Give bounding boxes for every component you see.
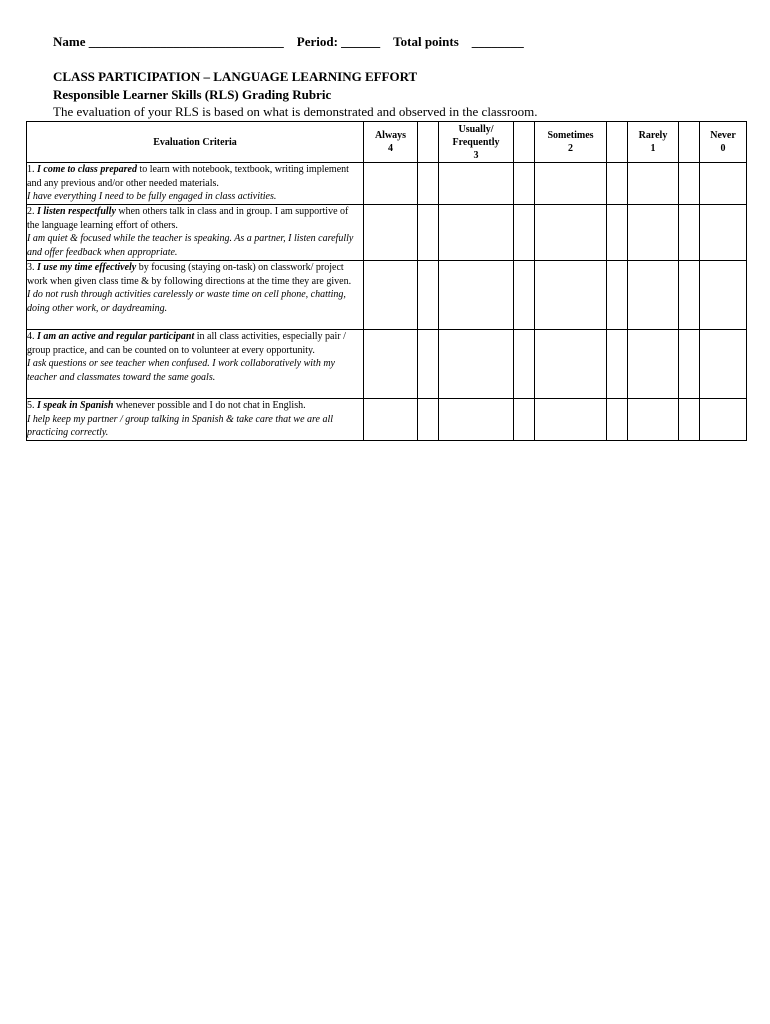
score-cell-never[interactable] xyxy=(700,261,747,330)
score-cell-usually[interactable] xyxy=(439,261,514,330)
score-cell-always[interactable] xyxy=(364,261,418,330)
spacer-cell xyxy=(514,122,535,163)
spacer-cell xyxy=(679,163,700,205)
col-header-always: Always 4 xyxy=(364,122,418,163)
criteria-header: Evaluation Criteria xyxy=(27,122,364,163)
score-cell-always[interactable] xyxy=(364,399,418,441)
score-cell-never[interactable] xyxy=(700,330,747,399)
period-blank[interactable]: ______ xyxy=(341,34,381,49)
criterion-5: 5. I speak in Spanish whenever possible and I do not chat in English. I help keep my partner / group talking in Spanish & take care that we are all practicing correctly. xyxy=(27,399,364,441)
total-points-blank[interactable]: ________ xyxy=(471,34,524,49)
spacer-cell xyxy=(418,163,439,205)
rubric-table xyxy=(26,121,747,441)
score-cell-always[interactable] xyxy=(364,205,418,261)
spacer-cell xyxy=(607,122,628,163)
score-cell-never[interactable] xyxy=(700,399,747,441)
score-cell-never[interactable] xyxy=(700,163,747,205)
score-cell-sometimes[interactable] xyxy=(535,399,607,441)
score-cell-rarely[interactable] xyxy=(628,163,679,205)
col-header-never: Never 0 xyxy=(700,122,747,163)
score-cell-always[interactable] xyxy=(364,163,418,205)
page-subtitle: Responsible Learner Skills (RLS) Grading Rubric xyxy=(53,87,332,102)
spacer-cell xyxy=(514,330,535,399)
score-cell-usually[interactable] xyxy=(439,330,514,399)
spacer-cell xyxy=(607,399,628,441)
score-cell-sometimes[interactable] xyxy=(535,163,607,205)
spacer-cell xyxy=(607,330,628,399)
score-cell-sometimes[interactable] xyxy=(535,330,607,399)
table-row xyxy=(27,163,747,205)
period-label: Period: xyxy=(296,34,338,49)
spacer-cell xyxy=(418,261,439,330)
score-cell-sometimes[interactable] xyxy=(535,205,607,261)
spacer-cell xyxy=(418,399,439,441)
name-blank[interactable]: ______________________________ xyxy=(88,34,284,49)
score-cell-rarely[interactable] xyxy=(628,205,679,261)
name-label: Name xyxy=(53,34,86,49)
spacer-cell xyxy=(514,205,535,261)
spacer-cell xyxy=(418,122,439,163)
spacer-cell xyxy=(607,163,628,205)
spacer-cell xyxy=(679,205,700,261)
score-cell-rarely[interactable] xyxy=(628,330,679,399)
spacer-cell xyxy=(679,122,700,163)
score-cell-rarely[interactable] xyxy=(628,261,679,330)
table-row xyxy=(27,261,747,330)
spacer-cell xyxy=(679,330,700,399)
student-info-line xyxy=(53,34,524,50)
spacer-cell xyxy=(514,163,535,205)
spacer-cell xyxy=(679,261,700,330)
spacer-cell xyxy=(418,205,439,261)
col-header-sometimes: Sometimes 2 xyxy=(535,122,607,163)
score-cell-usually[interactable] xyxy=(439,399,514,441)
spacer-cell xyxy=(679,399,700,441)
criterion-2: 2. I listen respectfully when others talk in class and in group. I am supportive of the language learning effort of others. I am quiet & focused while the teacher is speaking. As a partner, I listen carefully and offer feedback when appropriate. xyxy=(27,205,364,261)
score-cell-sometimes[interactable] xyxy=(535,261,607,330)
total-points-label: Total points xyxy=(393,34,459,49)
score-cell-usually[interactable] xyxy=(439,205,514,261)
table-row xyxy=(27,205,747,261)
col-header-usually: Usually/ Frequently 3 xyxy=(439,122,514,163)
table-row xyxy=(27,330,747,399)
page-title: CLASS PARTICIPATION – LANGUAGE LEARNING EFFORT xyxy=(53,69,418,84)
score-cell-always[interactable] xyxy=(364,330,418,399)
criterion-4: 4. I am an active and regular participant in all class activities, especially pair / group practice, and can be counted on to volunteer at every opportunity. I ask questions or see teacher when confused. I work collaboratively with my teacher and classmates toward the same goals. xyxy=(27,330,364,399)
spacer-cell xyxy=(607,205,628,261)
col-header-rarely: Rarely 1 xyxy=(628,122,679,163)
criterion-1: 1. I come to class prepared to learn with notebook, textbook, writing implement and any previous and/or other needed materials. I have everything I need to be fully engaged in class activities. xyxy=(27,163,364,205)
score-cell-rarely[interactable] xyxy=(628,399,679,441)
score-cell-usually[interactable] xyxy=(439,163,514,205)
spacer-cell xyxy=(607,261,628,330)
rubric-header-row xyxy=(27,122,747,163)
criterion-3: 3. I use my time effectively by focusing (staying on-task) on classwork/ project work when given class time & by following directions at the time they are given. I do not rush through activities carelessly or waste time on cell phone, chatting, doing other work, or daydreaming. xyxy=(27,261,364,330)
table-row xyxy=(27,399,747,441)
intro-text: The evaluation of your RLS is based on what is demonstrated and observed in the classroom. xyxy=(53,104,538,119)
spacer-cell xyxy=(514,261,535,330)
spacer-cell xyxy=(418,330,439,399)
score-cell-never[interactable] xyxy=(700,205,747,261)
spacer-cell xyxy=(514,399,535,441)
